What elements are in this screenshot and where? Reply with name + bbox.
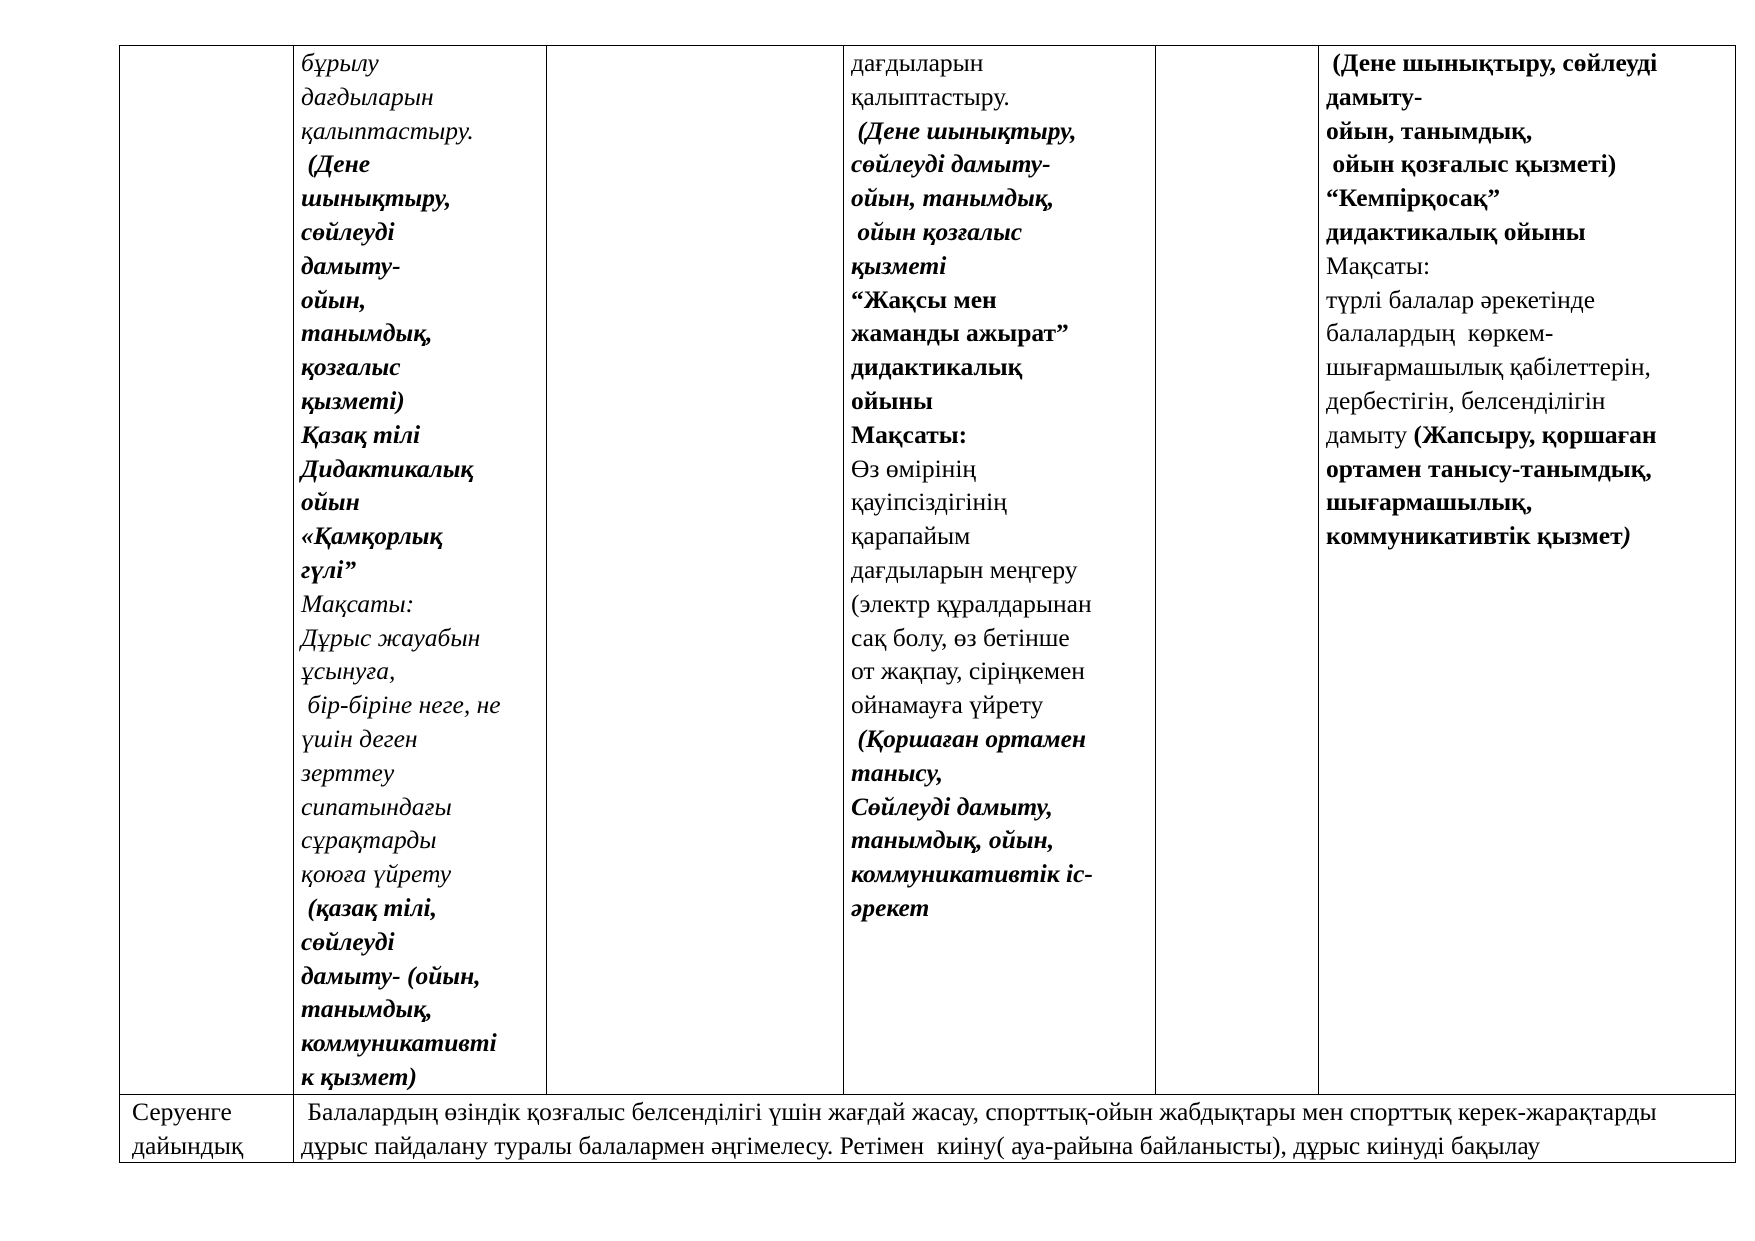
walk-prep-description: Балалардың өзіндік қозғалыс белсенділігі үшін жағдай жасау, спорттық-ойын жабдықтары мен спорттық керек-жарақтарды дұрыс пайдалану туралы балалармен әңгімелесу. Ретімен киіну( ауа-райына байланысты), дұрыс киінуді бақылау [294, 1094, 1736, 1163]
text-line: қозғалыс [301, 352, 401, 382]
text-line: қалыптастыру. [851, 81, 1010, 111]
table-row [120, 46, 1736, 1095]
row-label-walk-prep [120, 1094, 294, 1163]
text-line: қоюға үйрету [301, 859, 452, 889]
text-line: дамыту- [1326, 81, 1423, 111]
text-line: қалыптастыру. [301, 115, 474, 145]
text-line: коммуникативті [301, 1028, 497, 1058]
text-line: (Дене шынықтыру, сөйлеуді [1326, 48, 1658, 77]
text-line: сөйлеуді [301, 216, 395, 246]
row-label-line: Серуенге [132, 1096, 232, 1126]
text-line: “Жақсы мен [851, 284, 997, 314]
text-line: бұрылу [301, 48, 379, 77]
text-line: (Қоршаған ортамен [851, 723, 1087, 753]
text-line: (қазақ тілі, [301, 892, 438, 922]
text-line: үшін деген [301, 723, 418, 753]
text-line: от жақпау, сіріңкемен [851, 656, 1085, 686]
cell-activity-kazakh [294, 46, 547, 1095]
text-line: Мақсаты: [851, 419, 968, 449]
cell-empty-3 [547, 46, 844, 1095]
text-line: к қызмет) [301, 1061, 418, 1091]
text-line: гүлі” [301, 554, 357, 584]
text-line: ойын, танымдық, [1326, 115, 1533, 145]
text-line: танымдық, ойын, [851, 825, 1055, 855]
text-line: жаманды ажырат” [851, 318, 1069, 348]
text-line: Қазақ тілі [301, 419, 421, 449]
text-line: ойын [301, 487, 360, 517]
text-line: дидактикалық [851, 352, 1023, 382]
text-line: танымдық, [301, 318, 433, 348]
text-line: Дидактикалық [301, 453, 474, 483]
text-line: коммуникативтік іс- [851, 859, 1093, 889]
row-label-line: дайындық [132, 1130, 244, 1160]
text-line: дамыту- [301, 250, 401, 280]
text-line: сөйлеуді [301, 926, 395, 956]
cell-activity-safety [844, 46, 1156, 1095]
text-line: “Кемпірқосақ” [1326, 183, 1501, 213]
text-line: танысу, [851, 757, 944, 787]
text-line: бір-біріне неге, не [301, 690, 501, 720]
text-line: сипатындағы [301, 791, 452, 821]
text-line: шығармашылық, [1326, 487, 1533, 517]
text-line: қызметі) [301, 385, 405, 415]
table-row [120, 1094, 1736, 1163]
text-line: қауіпсіздігінің [851, 487, 1007, 517]
plan-table [119, 45, 1736, 1163]
text-line: дамыту (Жапсыру, қоршаған [1326, 419, 1657, 449]
cell-empty-1 [120, 46, 294, 1095]
text-line: ойнамауға үйрету [851, 690, 1044, 720]
text-line: дамыту- (ойын, [301, 960, 481, 990]
text-line: Өз өмірінің [851, 453, 977, 483]
text-line: Сөйлеуді дамыту, [851, 791, 1053, 821]
text-line: дағдыларын [301, 81, 434, 111]
text-line: ұсынуға, [301, 656, 396, 686]
text-line: зерттеу [301, 757, 395, 787]
text-line: коммуникативтік қызмет) [1326, 521, 1632, 551]
text-line: ойын, танымдық, [851, 183, 1055, 213]
text-line: шынықтыру, [301, 183, 452, 213]
text-line: сақ болу, өз бетінше [851, 622, 1070, 652]
text-line: дағдыларын [851, 48, 984, 77]
text-line: «Қамқорлық [301, 521, 443, 551]
text-line: ойын қозғалыс [851, 216, 1023, 246]
cell-activity-rainbow [1319, 46, 1736, 1095]
text-line: ойыны [851, 385, 933, 415]
text-line: (электр құралдарынан [851, 588, 1092, 618]
text-line: Мақсаты: [301, 588, 415, 618]
text-line: дербестігін, белсенділігін [1326, 385, 1606, 415]
text-line: ойын, [301, 284, 367, 314]
text-line: танымдық, [301, 994, 433, 1024]
text-line: (Дене шынықтыру, [851, 115, 1077, 145]
text-line: ортамен танысу-танымдық, [1326, 453, 1652, 483]
text-line: шығармашылық қабілеттерін, [1326, 352, 1651, 382]
text-line: балалардың көркем- [1326, 318, 1554, 348]
text-line: ойын қозғалыс қызметі) [1326, 149, 1617, 179]
text-line: әрекет [851, 892, 930, 922]
text-line: сөйлеуді дамыту- [851, 149, 1051, 179]
text-line: Мақсаты: [1326, 250, 1431, 280]
text-line: қарапайым [851, 521, 971, 551]
cell-empty-5 [1156, 46, 1319, 1095]
text-line: сұрақтарды [301, 825, 437, 855]
text-line: қызметі [851, 250, 947, 280]
text-line: дағдыларын меңгеру [851, 554, 1078, 584]
text-line: (Дене [301, 149, 371, 179]
text-line: түрлі балалар әрекетінде [1326, 284, 1596, 314]
text-line: дидактикалық ойыны [1326, 216, 1586, 246]
text-line: Дұрыс жауабын [301, 622, 481, 652]
